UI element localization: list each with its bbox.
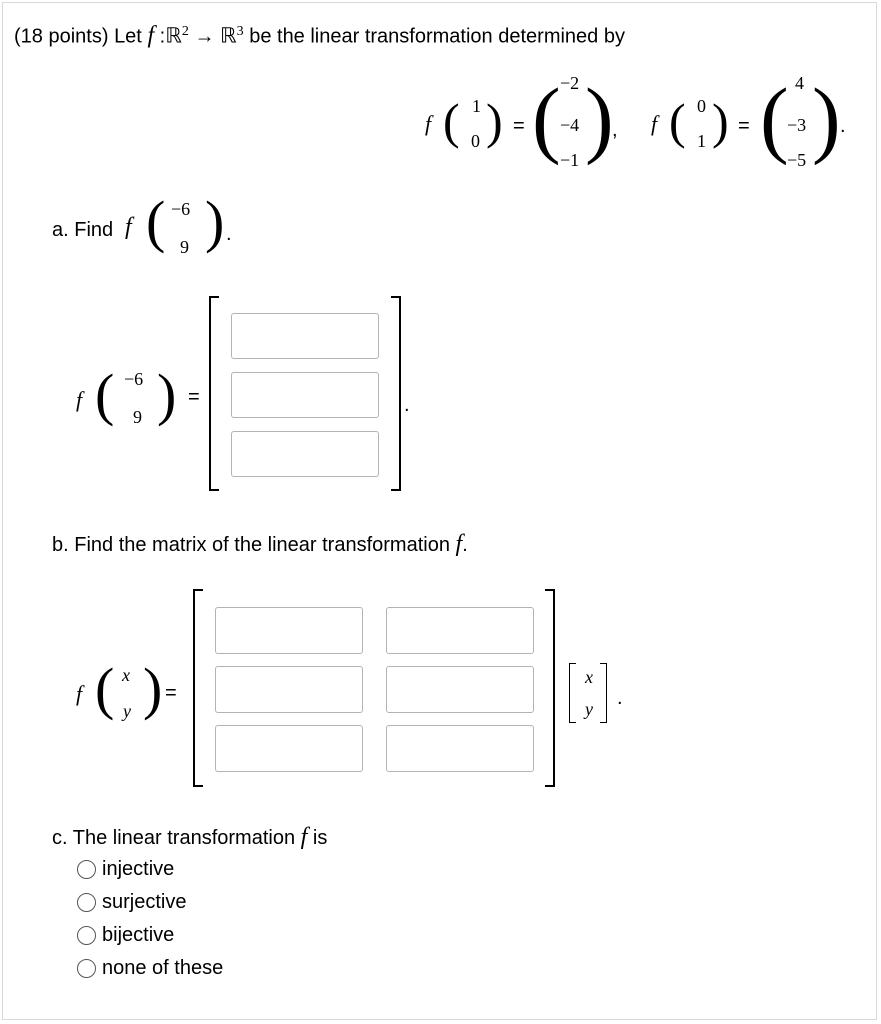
f-e1-entry: −1 — [560, 150, 580, 170]
matrix-r3c1-input[interactable] — [215, 725, 363, 772]
left-paren: ( — [95, 362, 115, 427]
equals-sign: = — [738, 115, 750, 137]
part-b-text: b. Find the matrix of the linear transformation — [52, 534, 450, 556]
function-symbol: f — [125, 214, 132, 240]
left-paren: ( — [95, 656, 115, 721]
function-symbol: f — [76, 387, 83, 412]
option-label: none of these — [102, 957, 224, 979]
option-label: bijective — [102, 924, 175, 946]
var-x: x — [122, 665, 130, 685]
left-bracket — [193, 589, 203, 787]
input-entry: −6 — [124, 369, 144, 389]
equals-sign: = — [165, 682, 177, 704]
part-b-label — [52, 532, 468, 557]
e1-entry: 1 — [472, 96, 481, 116]
part-a-text: a. Find — [52, 219, 114, 241]
matrix-r1c1-input[interactable] — [215, 607, 363, 654]
right-paren: ) — [812, 70, 841, 166]
right-paren: ) — [143, 656, 163, 721]
problem-statement — [14, 20, 625, 49]
f-e2-entry: −5 — [787, 150, 807, 170]
left-bracket — [569, 663, 576, 723]
input-entry: 9 — [133, 407, 142, 427]
right-bracket — [600, 663, 607, 723]
var-y: y — [585, 699, 593, 719]
right-bracket — [391, 296, 401, 491]
left-bracket — [209, 296, 219, 491]
radio-button[interactable] — [77, 926, 96, 945]
part-c-text: c. The linear transformation — [52, 827, 296, 849]
left-paren: ( — [532, 70, 561, 166]
part-c-is: is — [312, 827, 328, 849]
matrix-r3c2-input[interactable] — [386, 725, 534, 772]
equals-sign: = — [513, 115, 525, 137]
left-paren: ( — [669, 93, 686, 149]
f-e2-entry: −3 — [787, 115, 807, 135]
colon: : — [159, 25, 166, 48]
left-paren: ( — [760, 70, 789, 166]
statement-tail: be the linear transformation determined by — [249, 25, 625, 48]
radio-button[interactable] — [77, 860, 96, 879]
period: . — [617, 687, 623, 709]
answer-a-row1-input[interactable] — [231, 313, 379, 359]
var-x: x — [585, 667, 593, 687]
equals-sign: = — [188, 386, 200, 408]
f-e1-entry: −4 — [560, 115, 580, 135]
codomain-exponent: 3 — [236, 24, 244, 39]
option-label: surjective — [102, 891, 187, 913]
function-symbol: f — [425, 111, 432, 136]
period: . — [840, 115, 846, 137]
period: . — [462, 534, 468, 556]
f-e1-entry: −2 — [560, 73, 580, 93]
comma: , — [612, 119, 618, 141]
radio-button[interactable] — [77, 959, 96, 978]
var-y: y — [123, 701, 131, 721]
let-word: Let — [114, 25, 142, 48]
input-entry: 9 — [180, 237, 189, 257]
function-symbol: f — [76, 681, 83, 706]
domain-symbol: ℝ — [165, 24, 182, 48]
function-symbol: f — [455, 531, 463, 557]
domain-exponent: 2 — [181, 24, 189, 39]
answer-a-row2-input[interactable] — [231, 372, 379, 418]
input-entry: −6 — [171, 199, 191, 219]
e2-entry: 0 — [697, 96, 706, 116]
function-symbol: f — [300, 824, 308, 850]
right-bracket — [545, 589, 555, 787]
matrix-r2c2-input[interactable] — [386, 666, 534, 713]
f-e2-entry: 4 — [795, 73, 804, 93]
e2-entry: 1 — [697, 131, 706, 151]
right-paren: ) — [712, 93, 729, 149]
period: . — [226, 223, 232, 245]
e1-entry: 0 — [471, 131, 480, 151]
part-a-label — [52, 218, 113, 242]
arrow-icon: → — [194, 25, 215, 48]
answer-a-row3-input[interactable] — [231, 431, 379, 477]
matrix-r2c1-input[interactable] — [215, 666, 363, 713]
points-label: (18 points) — [14, 25, 109, 48]
right-paren: ) — [486, 93, 503, 149]
left-paren: ( — [146, 189, 166, 254]
radio-button[interactable] — [77, 893, 96, 912]
right-paren: ) — [585, 70, 614, 166]
matrix-r1c2-input[interactable] — [386, 607, 534, 654]
function-symbol: f — [651, 111, 658, 136]
left-paren: ( — [443, 93, 460, 149]
part-c-label — [52, 825, 327, 850]
right-paren: ) — [205, 189, 225, 254]
function-symbol: f — [147, 22, 155, 49]
codomain-symbol: ℝ — [220, 24, 237, 48]
option-label: injective — [102, 858, 175, 880]
period: . — [404, 394, 410, 416]
right-paren: ) — [157, 362, 177, 427]
